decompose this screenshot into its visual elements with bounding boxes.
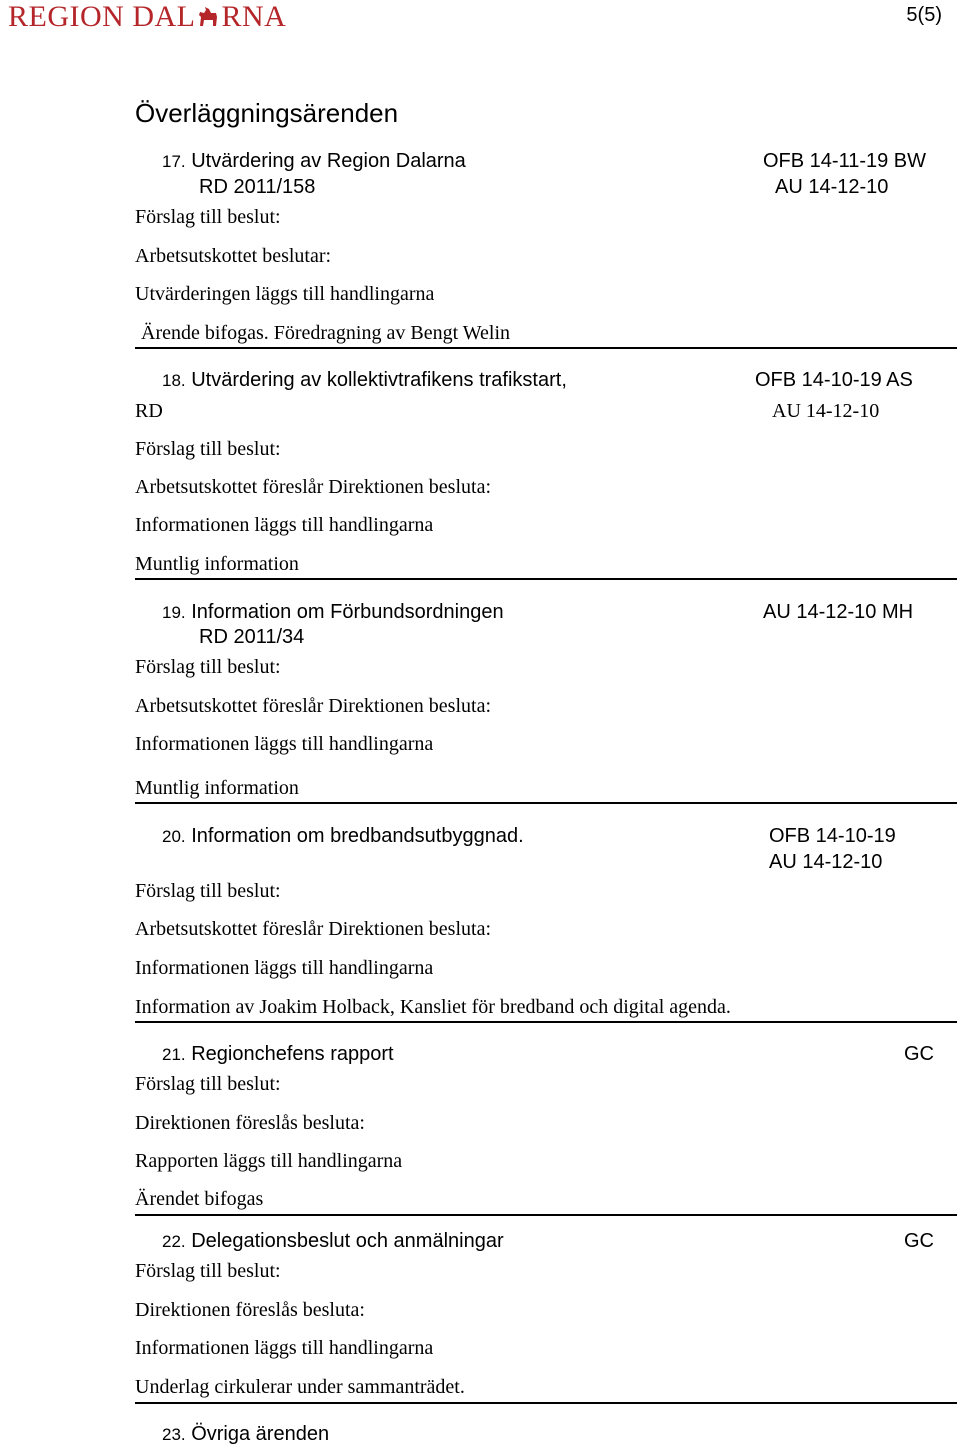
item-17-meta-ofb: OFB 14-11-19 BW [763, 150, 927, 172]
item-22-heading [162, 1230, 504, 1253]
item-17-line-2: Arbetsutskottet beslutar: [135, 245, 332, 267]
item-18-line-1: Förslag till beslut: [135, 438, 281, 460]
item-21-meta-gc: GC [904, 1043, 934, 1065]
item-19-line-2: Arbetsutskottet föreslår Direktionen besluta: [135, 695, 492, 717]
item-number: 21. [162, 1045, 186, 1064]
item-title: Regionchefens rapport [191, 1043, 394, 1065]
page-number: 5(5) [906, 4, 942, 26]
item-21-line-2: Direktionen föreslås besluta: [135, 1112, 365, 1134]
item-22-meta-gc: GC [904, 1230, 934, 1252]
item-number: 19. [162, 603, 186, 622]
item-18-ref: RD [135, 400, 163, 422]
item-20-meta-au: AU 14-12-10 [769, 851, 883, 873]
item-number: 22. [162, 1232, 186, 1251]
item-22-line-4: Underlag cirkulerar under sammanträdet. [135, 1376, 465, 1398]
item-22-line-3: Informationen läggs till handlingarna [135, 1337, 434, 1359]
item-19-line-1: Förslag till beslut: [135, 656, 281, 678]
item-17-meta-au: AU 14-12-10 [775, 176, 889, 198]
item-number: 18. [162, 371, 186, 390]
item-20-line-4: Information av Joakim Holback, Kansliet för bredband och digital agenda. [135, 996, 731, 1018]
dala-horse-icon [196, 2, 220, 36]
item-title: Utvärdering av kollektivtrafikens trafikstart, [191, 369, 567, 391]
item-20-meta-ofb: OFB 14-10-19 [769, 825, 896, 847]
item-18-meta-au: AU 14-12-10 [772, 400, 880, 422]
item-divider [135, 578, 957, 580]
item-19-ref: RD 2011/34 [199, 626, 305, 648]
item-divider [135, 347, 957, 349]
item-18-heading [162, 369, 567, 392]
item-divider [135, 1214, 957, 1216]
item-23-heading [162, 1423, 329, 1446]
item-19-heading [162, 601, 504, 624]
item-title: Information om bredbandsutbyggnad. [191, 825, 524, 847]
item-19-meta-au: AU 14-12-10 MH [763, 601, 914, 623]
logo-text-left: REGION DAL [8, 0, 196, 33]
item-title: Övriga ärenden [191, 1423, 330, 1445]
item-18-line-4: Muntlig information [135, 553, 299, 575]
item-17-line-1: Förslag till beslut: [135, 206, 281, 228]
page-title: Överläggningsärenden [135, 98, 399, 128]
item-21-line-3: Rapporten läggs till handlingarna [135, 1150, 403, 1172]
item-17-line-3: Utvärderingen läggs till handlingarna [135, 283, 435, 305]
item-title: Delegationsbeslut och anmälningar [191, 1230, 504, 1252]
item-21-line-4: Ärendet bifogas [135, 1188, 264, 1210]
item-divider [135, 1021, 957, 1023]
item-19-line-4: Muntlig information [135, 777, 299, 799]
item-20-heading [162, 825, 524, 848]
item-17-heading [162, 150, 466, 173]
item-17-line-4: Ärende bifogas. Föredragning av Bengt Welin [141, 322, 511, 344]
item-title: Information om Förbundsordningen [191, 601, 504, 623]
item-22-line-1: Förslag till beslut: [135, 1260, 281, 1282]
item-number: 20. [162, 827, 186, 846]
item-title: Utvärdering av Region Dalarna [191, 150, 466, 172]
item-divider [135, 802, 957, 804]
item-21-line-1: Förslag till beslut: [135, 1073, 281, 1095]
item-21-heading [162, 1043, 394, 1066]
item-20-line-3: Informationen läggs till handlingarna [135, 957, 434, 979]
logo-text-right: RNA [221, 0, 287, 33]
item-20-line-2: Arbetsutskottet föreslår Direktionen besluta: [135, 918, 492, 940]
item-18-line-2: Arbetsutskottet föreslår Direktionen besluta: [135, 476, 492, 498]
item-number: 17. [162, 152, 186, 171]
item-20-line-1: Förslag till beslut: [135, 880, 281, 902]
item-divider [135, 1402, 957, 1404]
region-dalarna-logo [8, 0, 286, 36]
item-17-ref: RD 2011/158 [199, 176, 316, 198]
item-number: 23. [162, 1425, 186, 1444]
item-18-line-3: Informationen läggs till handlingarna [135, 514, 434, 536]
item-22-line-2: Direktionen föreslås besluta: [135, 1299, 365, 1321]
item-19-line-3: Informationen läggs till handlingarna [135, 733, 434, 755]
item-18-meta-ofb: OFB 14-10-19 AS [755, 369, 913, 391]
